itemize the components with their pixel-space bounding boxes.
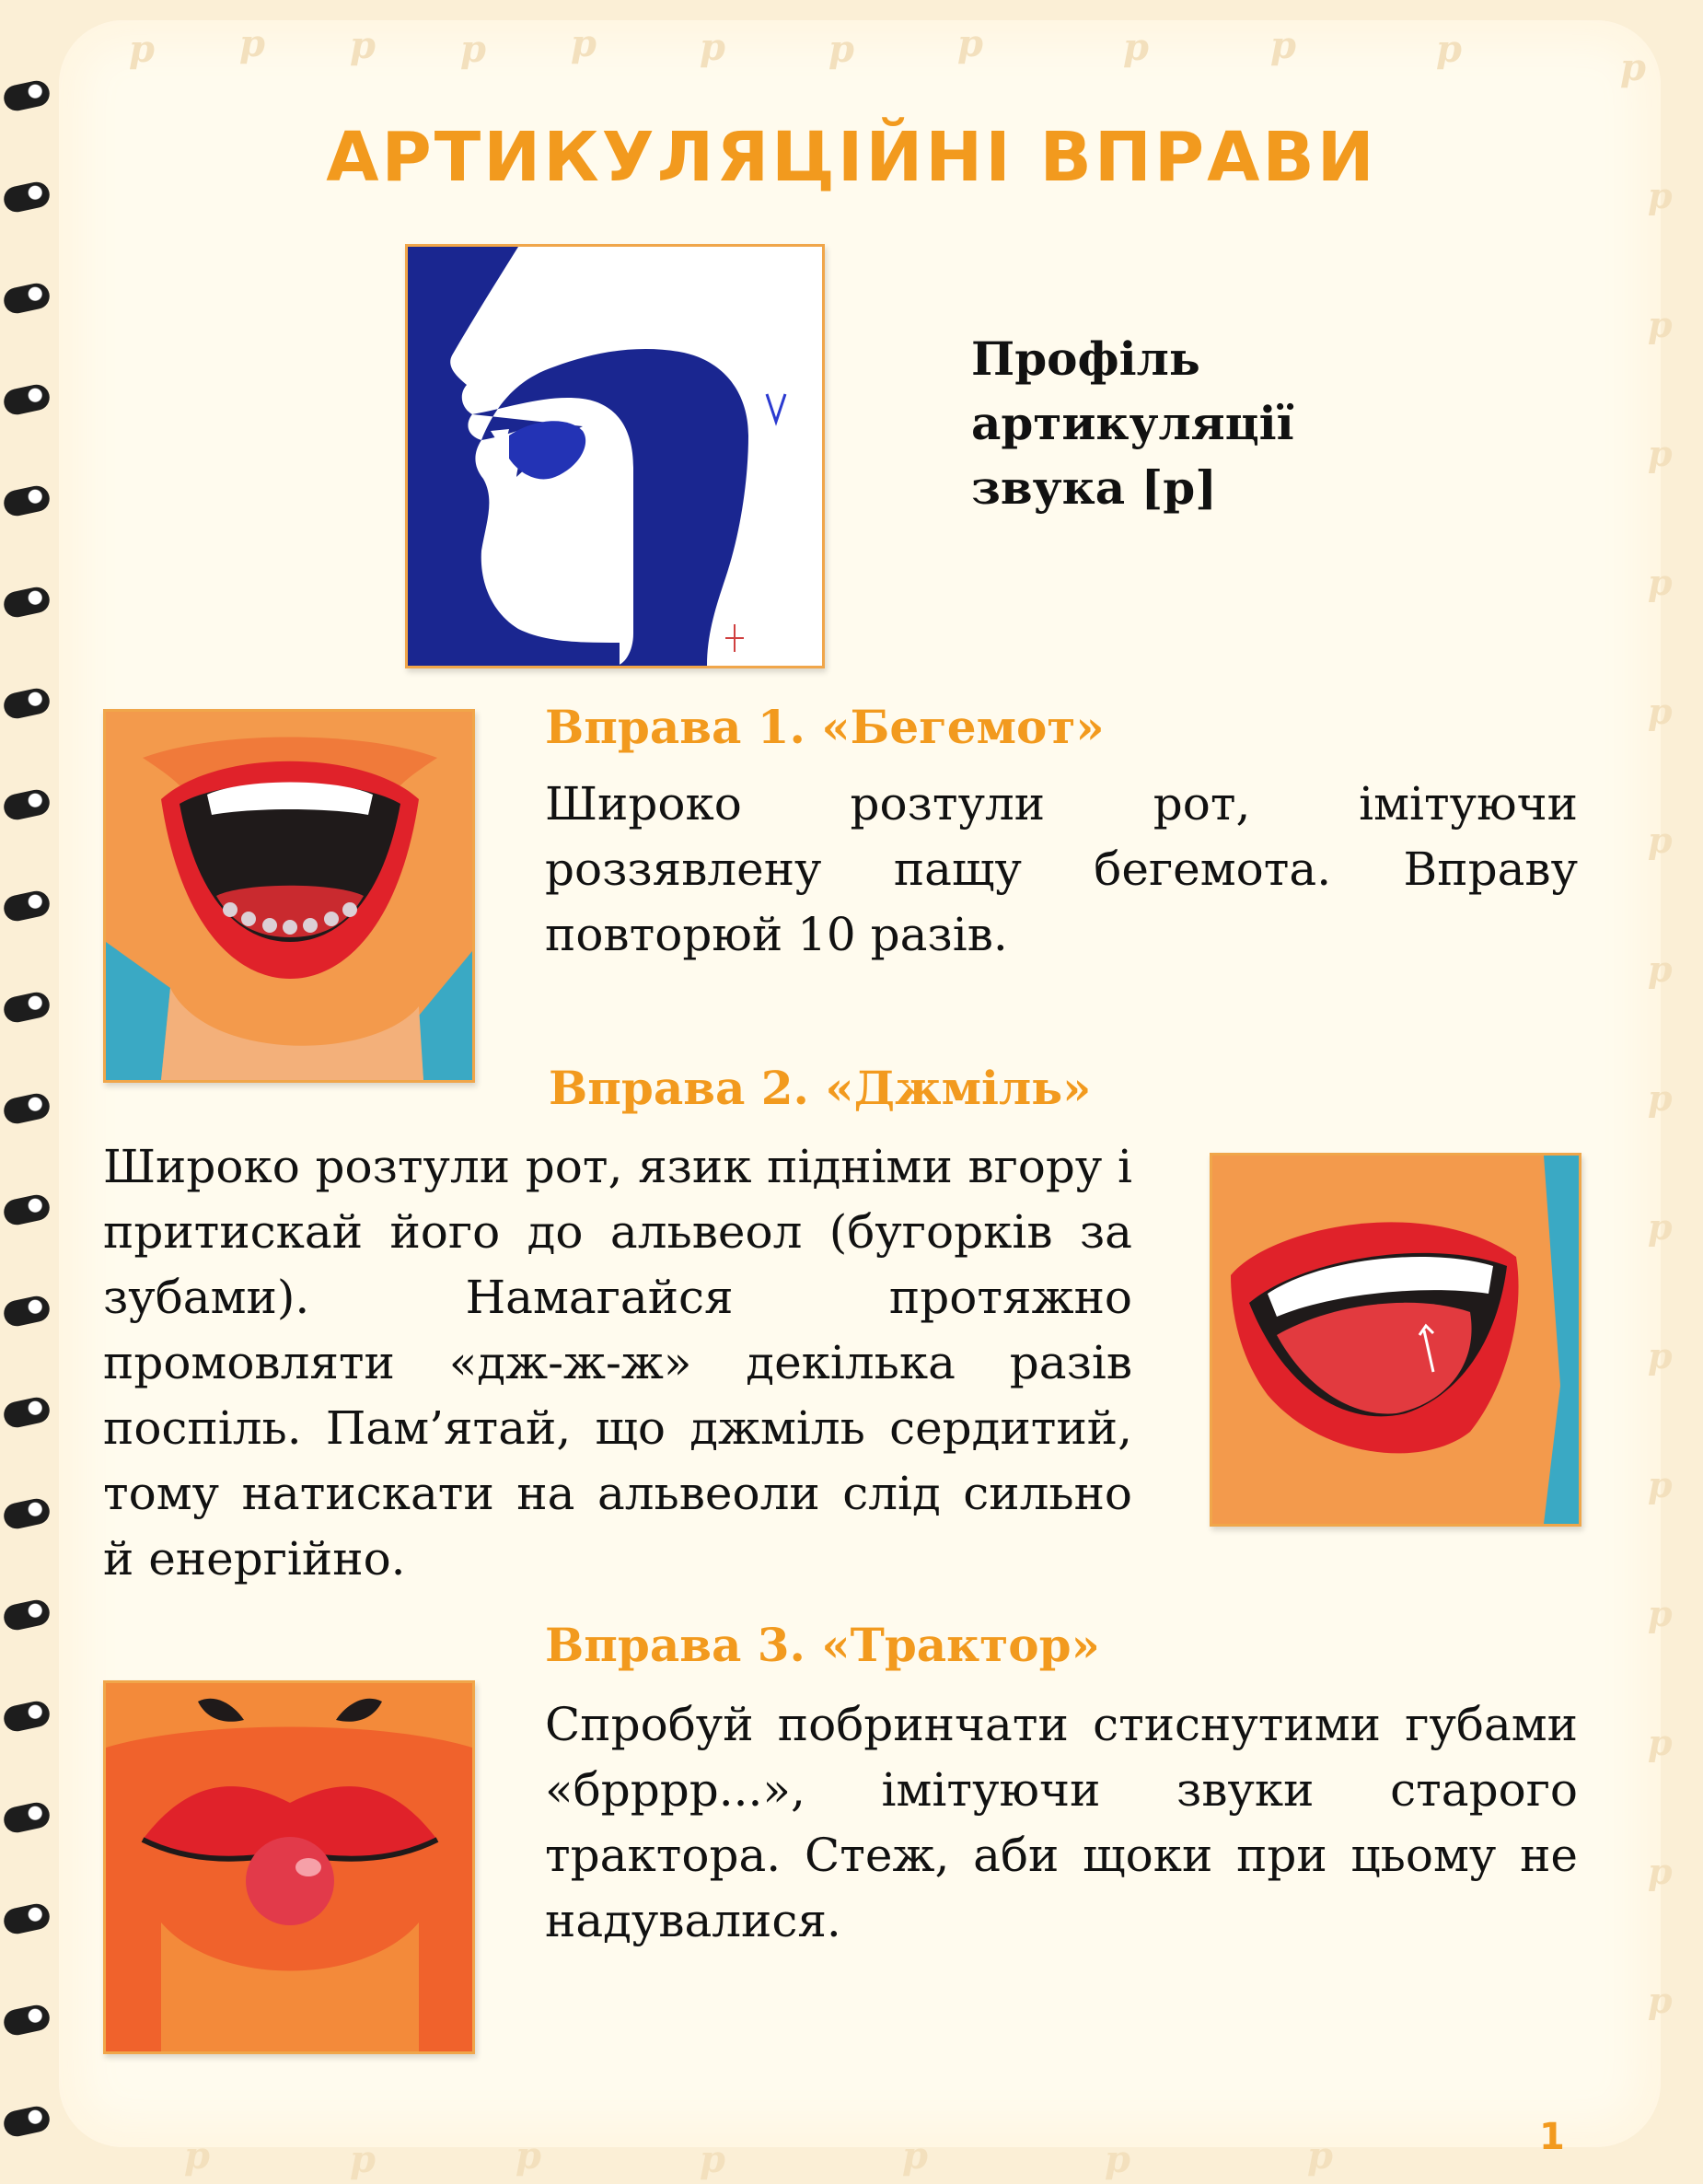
pursed-lips-icon [103, 1680, 475, 2054]
tongue-raised-icon [1210, 1153, 1581, 1527]
profile-caption: Профіль артикуляції звука [р] [971, 331, 1294, 515]
exercise-2-title: Вправа 2. «Джміль» [549, 1061, 1092, 1115]
open-mouth-icon [103, 709, 475, 1083]
exercise-1-title: Вправа 1. «Бегемот» [545, 700, 1105, 754]
exercise-3-text: Спробуй побринчати стиснутими губами «брррр...», імітуючи звуки старого трактора. Стеж, аби щоки при цьому не надувалися. [545, 1698, 1578, 1947]
articulation-profile-icon [405, 244, 825, 668]
page-number: 1 [1539, 2116, 1565, 2158]
spiral-binding [0, 74, 59, 2155]
page-title: АРТИКУЛЯЦІЙНІ ВПРАВИ [326, 118, 1377, 197]
exercise-1-text: Широко розтули рот, імітуючи роззявлену пащу бегемота. Вправу повторюй 10 разів. [545, 777, 1578, 961]
exercise-2-text: Широко розтули рот, язик підніми вгору і притискай його до альвеол (бугорків за зубами). Намагайся протяжно промовляти «дж-ж-ж» декілька разів поспіль. Пам’ятай, що джміль сердитий, тому натискати на альвеоли слід сильно й енергійно. [103, 1140, 1132, 1586]
exercise-3-title: Вправа 3. «Трактор» [545, 1618, 1100, 1672]
